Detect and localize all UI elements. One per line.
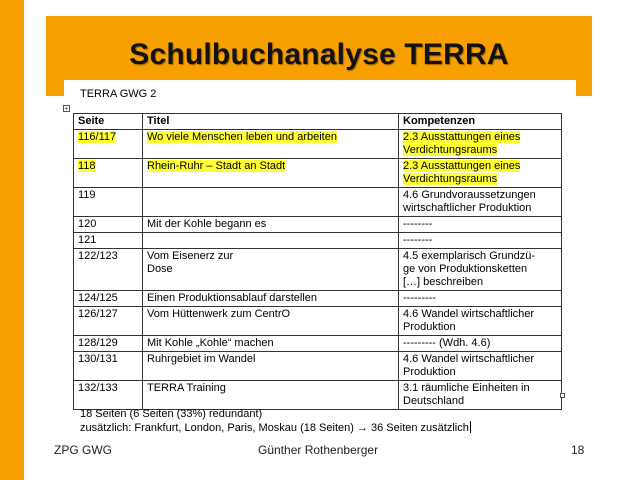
cell-kompetenzen-text: Deutschland [403, 395, 465, 407]
cell-titel [143, 233, 399, 249]
cell-kompetenzen-text: Verdichtungsraums [403, 144, 498, 156]
table-row [74, 217, 562, 233]
cell-kompetenzen-text: 4.6 Grundvoraussetzungen [403, 189, 536, 201]
cell-kompetenzen-text: 2.3 Ausstattungen eines [403, 131, 521, 143]
cell-seite-text: 118 [78, 160, 96, 172]
cell-kompetenzen-text: -------- [403, 218, 433, 230]
cell-titel-text: Rhein-Ruhr – Stadt an Stadt [147, 160, 286, 172]
cell-titel [143, 188, 399, 217]
cell-kompetenzen-text: ge von Produktionsketten [403, 263, 528, 275]
cell-seite [74, 233, 143, 249]
cell-seite-text: 132/133 [78, 382, 118, 394]
cell-seite-text: 122/123 [78, 250, 118, 262]
cell-kompetenzen [399, 307, 562, 336]
table-row [74, 307, 562, 336]
cell-titel [143, 159, 399, 188]
cell-kompetenzen [399, 352, 562, 381]
table-header-row [74, 114, 562, 130]
table-move-handle-icon[interactable]: + [64, 106, 69, 113]
footer-page-number: 18 [571, 443, 585, 457]
header-seite: Seite [74, 114, 143, 130]
cell-kompetenzen [399, 217, 562, 233]
table-row [74, 233, 562, 249]
cell-titel [143, 291, 399, 307]
cell-seite [74, 307, 143, 336]
cell-seite-text: 119 [78, 189, 96, 201]
cell-kompetenzen-text: -------- [403, 234, 433, 246]
footer-left: ZPG GWG [54, 443, 112, 457]
cell-kompetenzen-text: 3.1 räumliche Einheiten in [403, 382, 530, 394]
table-row [74, 381, 562, 410]
table-row [74, 291, 562, 307]
cell-titel [143, 249, 399, 291]
cell-titel-text: Mit der Kohle begann es [147, 218, 267, 230]
cell-titel [143, 352, 399, 381]
header-titel: Titel [143, 114, 399, 130]
table-row [74, 188, 562, 217]
cell-seite-text: 120 [78, 218, 97, 230]
cell-seite [74, 336, 143, 352]
cell-kompetenzen-text: Produktion [403, 366, 456, 378]
document-title: TERRA GWG 2 [80, 88, 157, 100]
slide-title: Schulbuchanalyse TERRA [129, 38, 509, 71]
summary-line-2 [80, 421, 471, 435]
cell-titel-text: Wo viele Menschen leben und arbeiten [147, 131, 337, 143]
cell-kompetenzen [399, 188, 562, 217]
cell-seite-text: 121 [78, 234, 97, 246]
analysis-table [73, 113, 562, 410]
summary-text[interactable] [80, 407, 471, 435]
cell-kompetenzen-text: 4.6 Wandel wirtschaftlicher [403, 308, 535, 320]
cell-titel [143, 217, 399, 233]
cell-titel-text: Vom Eisenerz zur [147, 250, 234, 262]
cell-kompetenzen-text: 4.6 Wandel wirtschaftlicher [403, 353, 535, 365]
cell-seite-text: 130/131 [78, 353, 118, 365]
cell-kompetenzen [399, 159, 562, 188]
summary-line-1: 18 Seiten (6 Seiten (33%) redundant) [80, 408, 263, 420]
table-resize-handle-icon[interactable] [560, 393, 565, 398]
cell-kompetenzen-text: Produktion [403, 321, 456, 333]
cell-titel-text: Mit Kohle „Kohle“ machen [147, 337, 274, 349]
table-row [74, 336, 562, 352]
cell-titel-text: Ruhrgebiet im Wandel [147, 353, 256, 365]
cell-kompetenzen [399, 130, 562, 159]
cell-titel-text: TERRA Training [147, 382, 226, 394]
cell-seite [74, 217, 143, 233]
cell-seite [74, 352, 143, 381]
table-row [74, 130, 562, 159]
cell-seite [74, 188, 143, 217]
cell-kompetenzen-text: 2.3 Ausstattungen eines [403, 160, 521, 172]
cell-seite-text: 128/129 [78, 337, 118, 349]
cell-kompetenzen-text: --------- [403, 292, 436, 304]
cell-kompetenzen [399, 336, 562, 352]
cell-seite-text: 116/117 [78, 131, 117, 143]
cell-titel-text: Dose [147, 263, 173, 275]
cell-kompetenzen [399, 381, 562, 410]
cell-seite [74, 291, 143, 307]
footer-author: Günther Rothenberger [258, 443, 379, 457]
cell-seite [74, 130, 143, 159]
cell-kompetenzen [399, 291, 562, 307]
cell-kompetenzen-text: […] beschreiben [403, 276, 484, 288]
cell-titel [143, 381, 399, 410]
cell-kompetenzen [399, 249, 562, 291]
summary-line-2-text: zusätzlich: Frankfurt, London, Paris, Moskau (18 Seiten) → 36 Seiten zusätzlich [80, 422, 469, 434]
cell-kompetenzen-text: --------- (Wdh. 4.6) [403, 337, 491, 349]
cell-titel [143, 130, 399, 159]
cell-titel-text: Vom Hüttenwerk zum CentrO [147, 308, 291, 320]
table-row [74, 249, 562, 291]
cell-seite [74, 249, 143, 291]
cell-titel [143, 336, 399, 352]
cell-seite-text: 126/127 [78, 308, 118, 320]
cell-kompetenzen-text: Verdichtungsraums [403, 173, 498, 185]
cell-titel-text: Einen Produktionsablauf darstellen [147, 292, 318, 304]
header-kompetenzen: Kompetenzen [399, 114, 562, 130]
cell-titel [143, 307, 399, 336]
text-cursor [470, 421, 471, 433]
cell-kompetenzen-text: 4.5 exemplarisch Grundzü- [403, 250, 536, 262]
left-accent-bar [0, 0, 24, 480]
table-row [74, 352, 562, 381]
cell-kompetenzen-text: wirtschaftlicher Produktion [403, 202, 532, 214]
cell-seite [74, 159, 143, 188]
cell-seite [74, 381, 143, 410]
table-row [74, 159, 562, 188]
cell-kompetenzen [399, 233, 562, 249]
cell-seite-text: 124/125 [78, 292, 118, 304]
